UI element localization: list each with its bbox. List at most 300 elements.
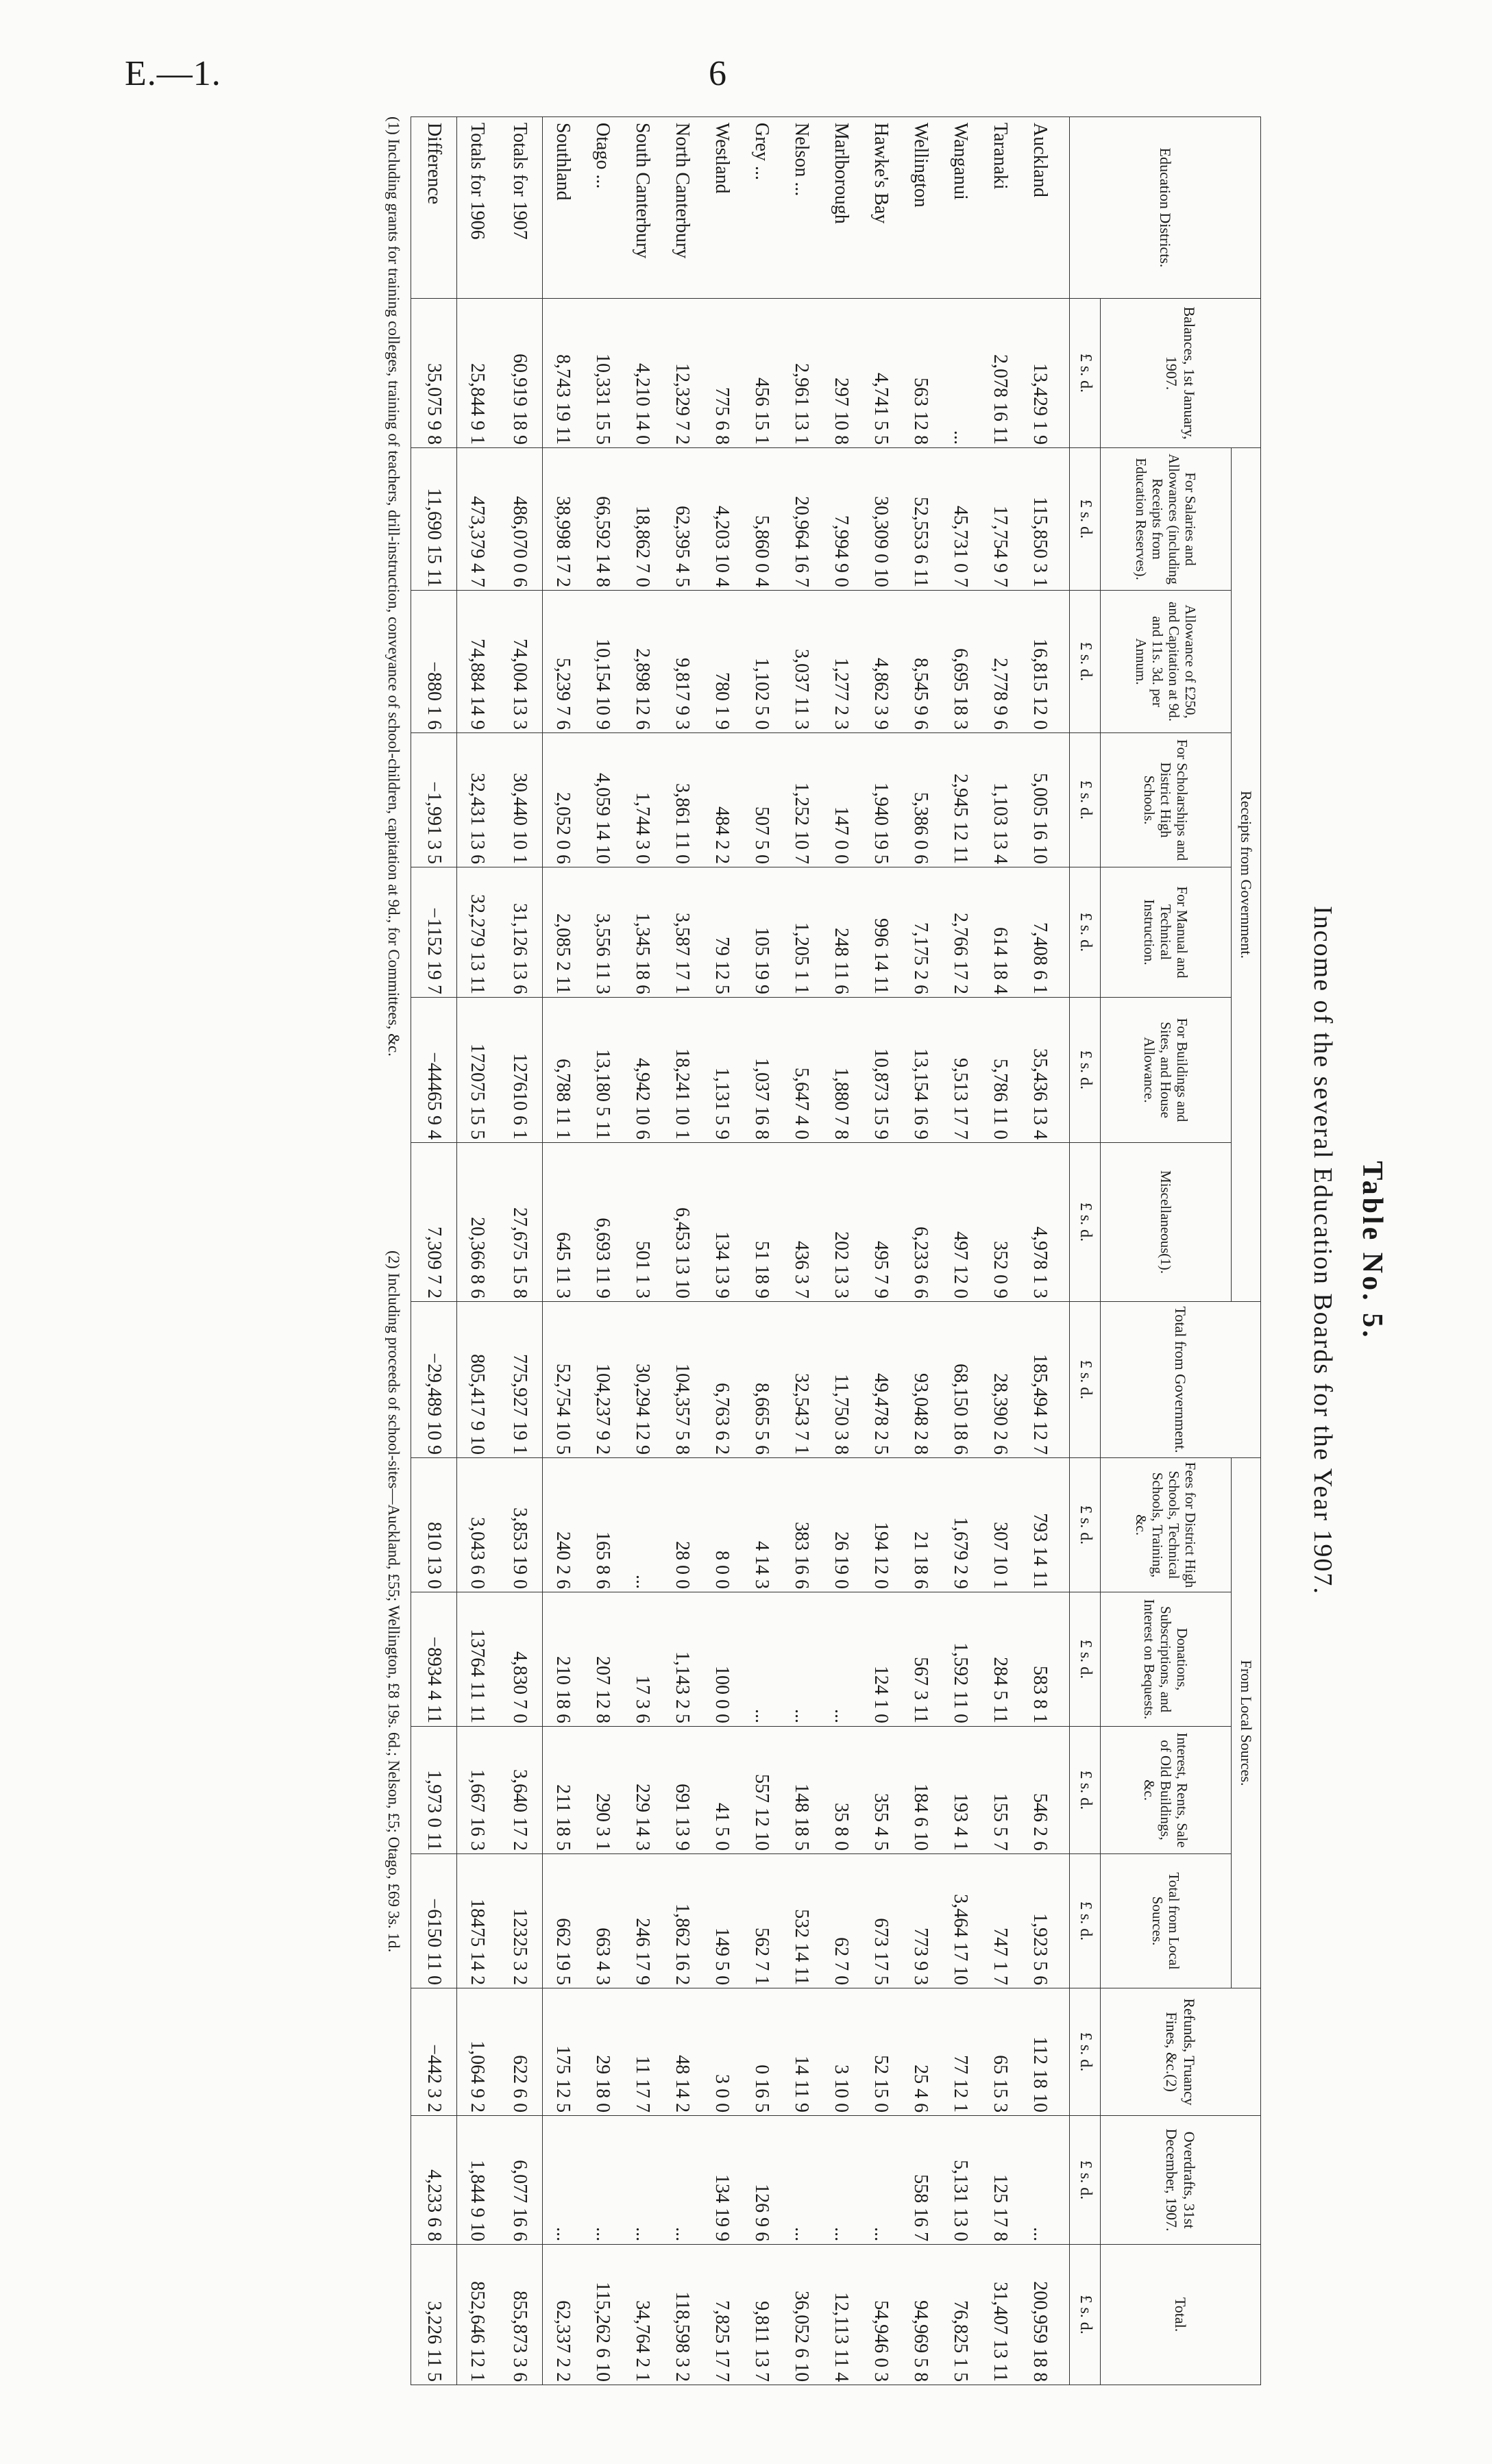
- table-cell: 210 18 6: [543, 1592, 583, 1727]
- table-row: [940, 117, 980, 2385]
- table-cell: 486,070 0 6: [497, 448, 543, 591]
- table-cell: ...: [821, 1592, 861, 1727]
- table-cell: 557 12 10: [742, 1727, 781, 1854]
- table-cell: −44465 9 4: [411, 998, 457, 1143]
- table-cell: 194 12 0: [861, 1458, 901, 1592]
- col-header-9: Fees for District High Schools, Technical Schools, Training, &c.: [1101, 1458, 1232, 1592]
- table-cell: 497 12 0: [940, 1143, 980, 1302]
- district-name: Otago ...: [583, 117, 622, 299]
- table-cell: 855,873 3 6: [497, 2245, 543, 2385]
- table-cell: −442 3 2: [411, 1988, 457, 2116]
- table-cell: 6,077 16 6: [497, 2116, 543, 2245]
- table-cell: 4,203 10 4: [702, 448, 742, 591]
- table-cell: 5,860 0 4: [742, 448, 781, 591]
- unit-cell: £ s. d.: [1070, 1458, 1101, 1592]
- unit-cell: £ s. d.: [1070, 591, 1101, 733]
- table-cell: 13,154 16 9: [901, 998, 940, 1143]
- table-cell: 562 7 1: [742, 1854, 781, 1988]
- table-cell: 7,175 2 6: [901, 867, 940, 998]
- table-cell: 17,754 9 7: [980, 448, 1020, 591]
- district-name: Wellington: [901, 117, 940, 299]
- district-name: Totals for 1907: [497, 117, 543, 299]
- table-cell: 1,973 0 11: [411, 1727, 457, 1854]
- table-cell: 6,693 11 9: [583, 1143, 622, 1302]
- table-cell: 12325 3 2: [497, 1854, 543, 1988]
- table-row: [457, 117, 498, 2385]
- table-cell: 28 0 0: [662, 1458, 702, 1592]
- table-cell: 4 14 3: [742, 1458, 781, 1592]
- district-name: Hawke's Bay: [861, 117, 901, 299]
- table-cell: 30,309 0 10: [861, 448, 901, 591]
- table-cell: 5,647 4 0: [781, 998, 821, 1143]
- table-cell: 6,695 18 3: [940, 591, 980, 733]
- col-header-3: Allowance of £250, and Capitation at 9d. and 11s. 3d. per Annum.: [1101, 591, 1232, 733]
- table-cell: 118,598 3 2: [662, 2245, 702, 2385]
- table-cell: 207 12 8: [583, 1592, 622, 1727]
- footnote-1: (1) Including grants for training colleges, training of teachers, drill-instruction, conveyance of school-children, capitation at 9d., for Committees, &c.: [385, 116, 402, 1057]
- table-cell: 149 5 0: [702, 1854, 742, 1988]
- table-cell: 3,226 11 5: [411, 2245, 457, 2385]
- table-cell: ...: [861, 2116, 901, 2245]
- unit-cell: £ s. d.: [1070, 733, 1101, 867]
- col-header-11: Interest, Rents, Sale of Old Buildings, &c.: [1101, 1727, 1232, 1854]
- rotated-table-region: [171, 116, 1391, 2385]
- table-row: [821, 117, 861, 2385]
- table-cell: 2,778 9 6: [980, 591, 1020, 733]
- table-row: [497, 117, 543, 2385]
- table-cell: 563 12 8: [901, 299, 940, 448]
- table-cell: 352 0 9: [980, 1143, 1020, 1302]
- table-cell: 93,048 2 8: [901, 1302, 940, 1458]
- col-header-8: Total from Government.: [1101, 1302, 1261, 1458]
- table-cell: ...: [662, 2116, 702, 2245]
- table-cell: 185,494 12 7: [1020, 1302, 1070, 1458]
- table-cell: 10,154 10 9: [583, 591, 622, 733]
- table-cell: ...: [543, 2116, 583, 2245]
- table-cell: 126 9 6: [742, 2116, 781, 2245]
- table-cell: 115,262 6 10: [583, 2245, 622, 2385]
- table-cell: ...: [742, 1592, 781, 1727]
- table-cell: 36,052 6 10: [781, 2245, 821, 2385]
- table-cell: 614 18 4: [980, 867, 1020, 998]
- table-cell: 355 4 5: [861, 1727, 901, 1854]
- table-cell: 3,037 11 3: [781, 591, 821, 733]
- table-cell: 14 11 9: [781, 1988, 821, 2116]
- table-cell: 691 13 9: [662, 1727, 702, 1854]
- table-cell: 456 15 1: [742, 299, 781, 448]
- unit-cell: £ s. d.: [1070, 1988, 1101, 2116]
- district-name: Totals for 1906: [457, 117, 498, 299]
- table-cell: 495 7 9: [861, 1143, 901, 1302]
- district-name: Grey ...: [742, 117, 781, 299]
- table-cell: 76,825 1 5: [940, 2245, 980, 2385]
- table-cell: 1,277 2 3: [821, 591, 861, 733]
- table-cell: 4,059 14 10: [583, 733, 622, 867]
- table-cell: 62,337 2 2: [543, 2245, 583, 2385]
- table-cell: 134 13 9: [702, 1143, 742, 1302]
- table-cell: 34,764 2 1: [622, 2245, 662, 2385]
- table-cell: 175 12 5: [543, 1988, 583, 2116]
- unit-cell: £ s. d.: [1070, 448, 1101, 591]
- district-name: Marlborough: [821, 117, 861, 299]
- col-header-15: Total.: [1101, 2245, 1261, 2385]
- table-cell: 32,279 13 11: [457, 867, 498, 998]
- table-cell: 805,417 9 10: [457, 1302, 498, 1458]
- table-cell: 127610 6 1: [497, 998, 543, 1143]
- table-cell: 567 3 11: [901, 1592, 940, 1727]
- table-cell: 134 19 9: [702, 2116, 742, 2245]
- table-cell: 38,998 17 2: [543, 448, 583, 591]
- district-name: Taranaki: [980, 117, 1020, 299]
- table-cell: 546 2 6: [1020, 1727, 1070, 1854]
- table-cell: 202 13 3: [821, 1143, 861, 1302]
- table-cell: 1,844 9 10: [457, 2116, 498, 2245]
- table-cell: 9,513 17 7: [940, 998, 980, 1143]
- table-cell: 7,408 6 1: [1020, 867, 1070, 998]
- table-cell: 8,743 19 11: [543, 299, 583, 448]
- unit-cell: £ s. d.: [1070, 1143, 1101, 1302]
- table-cell: 7,994 9 0: [821, 448, 861, 591]
- table-cell: 31,126 13 6: [497, 867, 543, 998]
- district-name: North Canterbury: [662, 117, 702, 299]
- table-row: [662, 117, 702, 2385]
- table-cell: 810 13 0: [411, 1458, 457, 1592]
- table-cell: 45,731 0 7: [940, 448, 980, 591]
- table-cell: 4,210 14 0: [622, 299, 662, 448]
- page-identifier: E.—1.: [125, 54, 221, 93]
- table-cell: 6,233 6 6: [901, 1143, 940, 1302]
- district-name: Southland: [543, 117, 583, 299]
- table-cell: 13764 11 11: [457, 1592, 498, 1727]
- col-header-10: Donations, Subscriptions, and Interest on Bequests.: [1101, 1592, 1232, 1727]
- table-cell: 284 5 11: [980, 1592, 1020, 1727]
- table-cell: 436 3 7: [781, 1143, 821, 1302]
- table-cell: 9,817 9 3: [662, 591, 702, 733]
- table-cell: 147 0 0: [821, 733, 861, 867]
- col-header-13: Refunds, Truancy Fines, &c.(2): [1101, 1988, 1261, 2116]
- table-row: [901, 117, 940, 2385]
- table-cell: 775 6 8: [702, 299, 742, 448]
- table-cell: 6,763 6 2: [702, 1302, 742, 1458]
- table-cell: 125 17 8: [980, 2116, 1020, 2245]
- table-cell: ...: [1020, 2116, 1070, 2245]
- table-subtitle: Income of the several Education Boards for the Year 1907.: [1308, 906, 1337, 1595]
- unit-cell: £ s. d.: [1070, 2116, 1101, 2245]
- table-cell: 229 14 3: [622, 1727, 662, 1854]
- table-cell: 18,862 7 0: [622, 448, 662, 591]
- table-cell: −1,991 3 5: [411, 733, 457, 867]
- table-cell: 2,052 0 6: [543, 733, 583, 867]
- table-cell: 1,940 19 5: [861, 733, 901, 867]
- table-cell: 77 12 1: [940, 1988, 980, 2116]
- table-cell: 148 18 5: [781, 1727, 821, 1854]
- table-cell: ...: [781, 1592, 821, 1727]
- table-cell: 16,815 12 0: [1020, 591, 1070, 733]
- table-cell: −8934 4 11: [411, 1592, 457, 1727]
- table-cell: 1,037 16 8: [742, 998, 781, 1143]
- table-cell: 29 18 0: [583, 1988, 622, 2116]
- table-cell: 54,946 0 3: [861, 2245, 901, 2385]
- table-cell: 246 17 9: [622, 1854, 662, 1988]
- district-name: Wanganui: [940, 117, 980, 299]
- table-cell: 49,478 2 5: [861, 1302, 901, 1458]
- table-cell: 1,252 10 7: [781, 733, 821, 867]
- table-cell: 13,180 5 11: [583, 998, 622, 1143]
- table-cell: 4,830 7 0: [497, 1592, 543, 1727]
- table-row: [583, 117, 622, 2385]
- table-cell: 996 14 11: [861, 867, 901, 998]
- table-cell: 94,969 5 8: [901, 2245, 940, 2385]
- table-cell: 532 14 11: [781, 1854, 821, 1988]
- table-cell: 8 0 0: [702, 1458, 742, 1592]
- table-cell: 20,964 16 7: [781, 448, 821, 591]
- table-cell: 558 16 7: [901, 2116, 940, 2245]
- table-cell: 32,431 13 6: [457, 733, 498, 867]
- table-cell: 10,331 15 5: [583, 299, 622, 448]
- table-cell: 2,945 12 11: [940, 733, 980, 867]
- table-cell: 11,750 3 8: [821, 1302, 861, 1458]
- table-cell: 66,592 14 8: [583, 448, 622, 591]
- table-cell: 2,085 2 11: [543, 867, 583, 998]
- table-cell: 4,233 6 8: [411, 2116, 457, 2245]
- unit-cell: £ s. d.: [1070, 1302, 1101, 1458]
- table-cell: 5,131 13 0: [940, 2116, 980, 2245]
- table-cell: 1,592 11 0: [940, 1592, 980, 1727]
- table-cell: 28,390 2 6: [980, 1302, 1020, 1458]
- table-cell: 12,113 11 4: [821, 2245, 861, 2385]
- table-cell: 11 17 7: [622, 1988, 662, 2116]
- table-cell: 7,309 7 2: [411, 1143, 457, 1302]
- table-cell: 3,853 19 0: [497, 1458, 543, 1592]
- table-cell: 8,665 5 6: [742, 1302, 781, 1458]
- table-cell: 5,005 16 10: [1020, 733, 1070, 867]
- table-cell: 52,754 10 5: [543, 1302, 583, 1458]
- table-cell: 4,741 5 5: [861, 299, 901, 448]
- unit-cell: £ s. d.: [1070, 1854, 1101, 1988]
- table-cell: ...: [622, 2116, 662, 2245]
- table-cell: 10,873 15 9: [861, 998, 901, 1143]
- unit-cell: £ s. d.: [1070, 1727, 1101, 1854]
- table-cell: 25,844 9 1: [457, 299, 498, 448]
- unit-row: [1070, 117, 1101, 2385]
- table-cell: 18475 14 2: [457, 1854, 498, 1988]
- table-cell: −6150 11 0: [411, 1854, 457, 1988]
- table-cell: 622 6 0: [497, 1988, 543, 2116]
- table-cell: 3 0 0: [702, 1988, 742, 2116]
- table-cell: 1,205 1 1: [781, 867, 821, 998]
- table-cell: 74,004 13 3: [497, 591, 543, 733]
- footnotes: [384, 116, 402, 2385]
- table-cell: 1,345 18 6: [622, 867, 662, 998]
- table-cell: 8,545 9 6: [901, 591, 940, 733]
- table-cell: 3,464 17 10: [940, 1854, 980, 1988]
- unit-cell: £ s. d.: [1070, 867, 1101, 998]
- table-cell: 1,064 9 2: [457, 1988, 498, 2116]
- unit-cell: £ s. d.: [1070, 299, 1101, 448]
- table-cell: 35,075 9 8: [411, 299, 457, 448]
- table-cell: 2,961 13 1: [781, 299, 821, 448]
- table-cell: 662 19 5: [543, 1854, 583, 1988]
- table-row: [742, 117, 781, 2385]
- table-cell: 1,131 5 9: [702, 998, 742, 1143]
- table-cell: 1,923 5 6: [1020, 1854, 1070, 1988]
- table-cell: 172075 15 5: [457, 998, 498, 1143]
- col-header-5: For Manual and Technical Instruction.: [1101, 867, 1232, 998]
- table-cell: 18,241 10 1: [662, 998, 702, 1143]
- table-cell: 200,959 18 8: [1020, 2245, 1070, 2385]
- table-cell: 5,786 11 0: [980, 998, 1020, 1143]
- table-cell: 62,395 4 5: [662, 448, 702, 591]
- col-header-7: Miscellaneous(1).: [1101, 1143, 1232, 1302]
- table-cell: 65 15 3: [980, 1988, 1020, 2116]
- table-cell: 473,379 4 7: [457, 448, 498, 591]
- table-cell: 747 1 7: [980, 1854, 1020, 1988]
- table-cell: 51 18 9: [742, 1143, 781, 1302]
- table-cell: −880 1 6: [411, 591, 457, 733]
- table-cell: 5,386 0 6: [901, 733, 940, 867]
- table-cell: 31,407 13 11: [980, 2245, 1020, 2385]
- table-cell: 780 1 9: [702, 591, 742, 733]
- table-cell: 11,690 15 11: [411, 448, 457, 591]
- unit-cell: £ s. d.: [1070, 2245, 1101, 2385]
- table-cell: 21 18 6: [901, 1458, 940, 1592]
- table-row: [622, 117, 662, 2385]
- col-header-2: For Salaries and Allowances (including Receipts from Education Reserves).: [1101, 448, 1232, 591]
- unit-cell: £ s. d.: [1070, 1592, 1101, 1727]
- table-cell: 645 11 3: [543, 1143, 583, 1302]
- footnote-2: (2) Including proceeds of school-sites—Auckland, £55; Wellington, £8 19s. 6d.; Nelson, £5; Otago, £69 3s. 1d.: [385, 1251, 402, 1953]
- district-name: South Canterbury: [622, 117, 662, 299]
- table-cell: 74,884 14 9: [457, 591, 498, 733]
- table-cell: 3,861 11 0: [662, 733, 702, 867]
- table-title-block: [1261, 116, 1391, 2385]
- table-cell: 12,329 7 2: [662, 299, 702, 448]
- table-cell: ...: [781, 2116, 821, 2245]
- district-name: Nelson ...: [781, 117, 821, 299]
- table-cell: ...: [940, 299, 980, 448]
- table-cell: 852,646 12 1: [457, 2245, 498, 2385]
- table-row: [1020, 117, 1070, 2385]
- table-cell: 1,102 5 0: [742, 591, 781, 733]
- table-cell: ...: [583, 2116, 622, 2245]
- table-cell: 583 8 1: [1020, 1592, 1070, 1727]
- table-cell: ...: [622, 1458, 662, 1592]
- table-cell: 68,150 18 6: [940, 1302, 980, 1458]
- table-cell: −29,489 10 9: [411, 1302, 457, 1458]
- table-cell: 1,880 7 8: [821, 998, 861, 1143]
- col-header-12: Total from Local Sources.: [1101, 1854, 1232, 1988]
- table-cell: 484 2 2: [702, 733, 742, 867]
- table-cell: 6,788 11 1: [543, 998, 583, 1143]
- table-cell: 1,667 16 3: [457, 1727, 498, 1854]
- group-header-government: Receipts from Government.: [1232, 448, 1261, 1302]
- table-title: Table No. 5.: [1356, 1161, 1388, 1340]
- col-header-4: For Scholarships and District High Schools.: [1101, 733, 1232, 867]
- table-cell: 2,078 16 11: [980, 299, 1020, 448]
- table-cell: 104,237 9 2: [583, 1302, 622, 1458]
- table-cell: 773 9 3: [901, 1854, 940, 1988]
- table-cell: 30,440 10 1: [497, 733, 543, 867]
- table-cell: 20,366 8 6: [457, 1143, 498, 1302]
- table-cell: 9,811 13 7: [742, 2245, 781, 2385]
- col-header-0: Education Districts.: [1070, 117, 1261, 299]
- table-cell: 793 14 11: [1020, 1458, 1070, 1592]
- table-cell: 26 19 0: [821, 1458, 861, 1592]
- table-cell: 673 17 5: [861, 1854, 901, 1988]
- table-cell: 1,862 16 2: [662, 1854, 702, 1988]
- table-row: [702, 117, 742, 2385]
- table-cell: 1,744 3 0: [622, 733, 662, 867]
- table-cell: 112 18 10: [1020, 1988, 1070, 2116]
- table-cell: 5,239 7 6: [543, 591, 583, 733]
- table-cell: 104,357 5 8: [662, 1302, 702, 1458]
- table-cell: 3,640 17 2: [497, 1727, 543, 1854]
- table-row: [861, 117, 901, 2385]
- table-body: [411, 117, 1070, 2385]
- table-cell: 240 2 6: [543, 1458, 583, 1592]
- col-header-6: For Buildings and Sites, and House Allowance.: [1101, 998, 1232, 1143]
- table-cell: 663 4 3: [583, 1854, 622, 1988]
- table-cell: 501 1 3: [622, 1143, 662, 1302]
- table-cell: 25 4 6: [901, 1988, 940, 2116]
- table-cell: 383 16 6: [781, 1458, 821, 1592]
- table-cell: 290 3 1: [583, 1727, 622, 1854]
- table-cell: 60,919 18 9: [497, 299, 543, 448]
- table-cell: 1,143 2 5: [662, 1592, 702, 1727]
- table-cell: 3,587 17 1: [662, 867, 702, 998]
- table-cell: 1,679 2 9: [940, 1458, 980, 1592]
- table-cell: 297 10 8: [821, 299, 861, 448]
- table-cell: 775,927 19 1: [497, 1302, 543, 1458]
- table-cell: 17 3 6: [622, 1592, 662, 1727]
- table-row: [781, 117, 821, 2385]
- unit-cell: £ s. d.: [1070, 998, 1101, 1143]
- group-header-local: From Local Sources.: [1232, 1458, 1261, 1988]
- table-cell: 248 11 6: [821, 867, 861, 998]
- table-cell: 507 5 0: [742, 733, 781, 867]
- district-name: Difference: [411, 117, 457, 299]
- col-header-1: Balances, 1st January, 1907.: [1101, 299, 1261, 448]
- table-cell: 4,978 1 3: [1020, 1143, 1070, 1302]
- table-cell: 35,436 13 4: [1020, 998, 1070, 1143]
- table-cell: 62 7 0: [821, 1854, 861, 1988]
- table-cell: 3 10 0: [821, 1988, 861, 2116]
- table-cell: −1152 19 7: [411, 867, 457, 998]
- table-cell: 3,556 11 3: [583, 867, 622, 998]
- table-cell: 193 4 1: [940, 1727, 980, 1854]
- table-cell: 41 5 0: [702, 1727, 742, 1854]
- income-table: [411, 116, 1261, 2385]
- table-cell: 27,675 15 8: [497, 1143, 543, 1302]
- table-row: [543, 117, 583, 2385]
- table-cell: 52,553 6 11: [901, 448, 940, 591]
- table-cell: 52 15 0: [861, 1988, 901, 2116]
- table-cell: 32,543 7 1: [781, 1302, 821, 1458]
- table-cell: 105 19 9: [742, 867, 781, 998]
- district-name: Auckland: [1020, 117, 1070, 299]
- table-cell: 7,825 17 7: [702, 2245, 742, 2385]
- table-cell: 124 1 0: [861, 1592, 901, 1727]
- table-cell: 115,850 3 1: [1020, 448, 1070, 591]
- table-cell: 100 0 0: [702, 1592, 742, 1727]
- table-cell: 165 8 6: [583, 1458, 622, 1592]
- table-cell: 48 14 2: [662, 1988, 702, 2116]
- table-cell: 4,862 3 9: [861, 591, 901, 733]
- table-cell: 2,766 17 2: [940, 867, 980, 998]
- col-header-14: Overdrafts, 31st December, 1907.: [1101, 2116, 1261, 2245]
- table-cell: 211 18 5: [543, 1727, 583, 1854]
- table-cell: 2,898 12 6: [622, 591, 662, 733]
